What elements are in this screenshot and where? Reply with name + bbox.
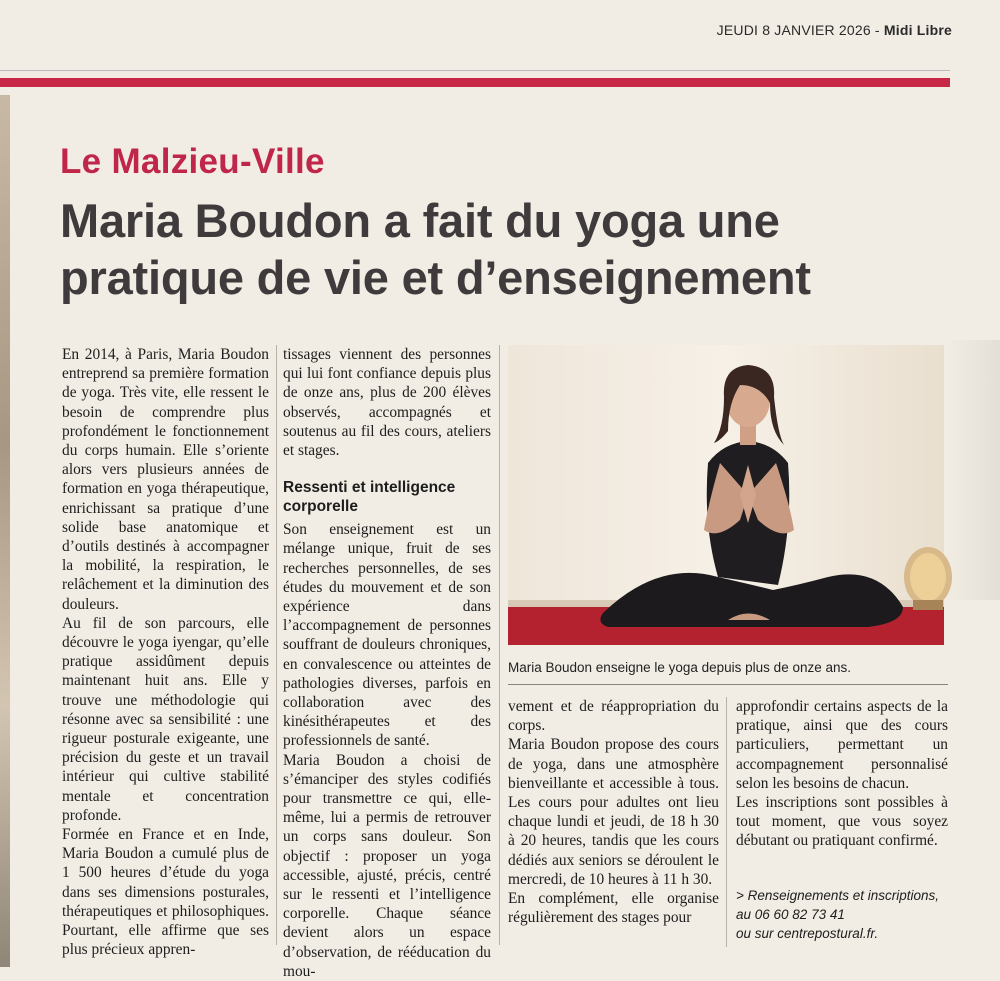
paragraph: En 2014, à Paris, Maria Boudon entreprend sa première formation de yoga. Très vite, elle ressent le besoin de comprendre plus profondément le fonctionnement du corps humain. Elle s’oriente alors vers plusieurs années de formation en yoga thérapeutique, enrichissant sa pratique d’une solide base anatomique et d’outils destinés à accompagner la mobilité, la respiration, le relâchement et la diminution des douleurs. <box>62 346 269 613</box>
contact-website: ou sur centrepostural.fr. <box>736 926 879 941</box>
article-kicker: Le Malzieu-Ville <box>60 142 325 181</box>
paragraph: tissages viennent des personnes qui lui font confiance depuis plus de onze ans, plus de 200 élèves observés, accompagnés et soutenus au fil des cours, ateliers et stages. <box>283 346 491 460</box>
paragraph: Formée en France et en Inde, Maria Boudon a cumulé plus de 1 500 heures d’étude du yoga dans ses dimensions posturales, thérapeutiques et philosophiques. Pourtant, elle affirme que ses plus précieux appren- <box>62 826 269 959</box>
photo-caption: Maria Boudon enseigne le yoga depuis plus de onze ans. <box>508 660 851 675</box>
section-subhead: Ressenti et intelligence corporelle <box>283 479 456 516</box>
section-color-bar <box>0 78 950 87</box>
paragraph: vement et de réappropriation du corps. <box>508 698 719 735</box>
paragraph: Au fil de son parcours, elle découvre le yoga iyengar, qu’elle pratique assidûment depuis maintenant huit ans. Elle y trouve une méthodologie qui résonne avec sa sensibilité : une rigueur posturale exigeante, une précision du geste et un travail intérieur qui cultive stabilité mentale et concentration profonde. <box>62 614 269 824</box>
column-divider <box>276 345 277 945</box>
paragraph: approfondir certains aspects de la pratique, ainsi que des cours particuliers, permettant un accompagnement personnalisé selon les besoins de chacun. <box>736 698 948 792</box>
show-through-text <box>945 340 1000 600</box>
page-header <box>717 22 952 38</box>
article-photo <box>508 345 944 645</box>
caption-rule <box>508 684 948 685</box>
column-divider <box>726 697 727 947</box>
adjacent-page-edge <box>0 95 10 967</box>
column-divider <box>499 345 500 945</box>
publication-name: Midi Libre <box>883 22 952 38</box>
article-column-3 <box>508 697 719 927</box>
headline-line-1: Maria Boudon a fait du yoga une <box>60 194 780 247</box>
article-column-4 <box>736 697 948 851</box>
article-column-1 <box>62 345 269 960</box>
contact-info <box>736 886 948 943</box>
paragraph: Maria Boudon propose des cours de yoga, dans une atmosphère bienveillante et accessible à tous. Les cours pour adultes ont lieu chaque lundi et jeudi, de 18 h 30 à 20 heures, tandis que les cours dédiés aux seniors se déroulent le mercredi, de 10 heures à 11 h 30. <box>508 736 719 888</box>
paragraph: Son enseignement est un mélange unique, fruit de ses recherches personnelles, de ses études du mouvement et de son expérience dans l’accompagnement de personnes souffrant de douleurs chroniques, en convalescence ou atteintes de pathologies diverses, parfois en collaboration avec des kinésithérapeutes et des professionnels de santé. <box>283 521 491 750</box>
headline-line-2: pratique de vie et d’enseignement <box>60 251 811 304</box>
contact-phone: au 06 60 82 73 41 <box>736 907 845 922</box>
yoga-teacher-photo <box>508 345 944 645</box>
paragraph: Maria Boudon a choisi de s’émanciper des styles codifiés pour transmettre ce qui, elle-même, lui a permis de retrouver un corps sans douleur. Son objectif : proposer un yoga accessible, ajusté, précis, centré sur le ressenti et l’intelligence corporelle. Chaque séance devient alors un espace d’observation, de rééducation du mou- <box>283 751 491 980</box>
article-headline <box>60 192 960 306</box>
header-rule <box>0 70 950 71</box>
article-column-2 <box>283 345 491 981</box>
contact-heading: > Renseignements et inscriptions, <box>736 888 939 903</box>
paragraph: En complément, elle organise régulièrement des stages pour <box>508 890 719 927</box>
issue-date: JEUDI 8 JANVIER 2026 - <box>716 22 880 38</box>
paragraph: Les inscriptions sont possibles à tout moment, que vous soyez débutant ou pratiquant confirmé. <box>736 794 948 850</box>
